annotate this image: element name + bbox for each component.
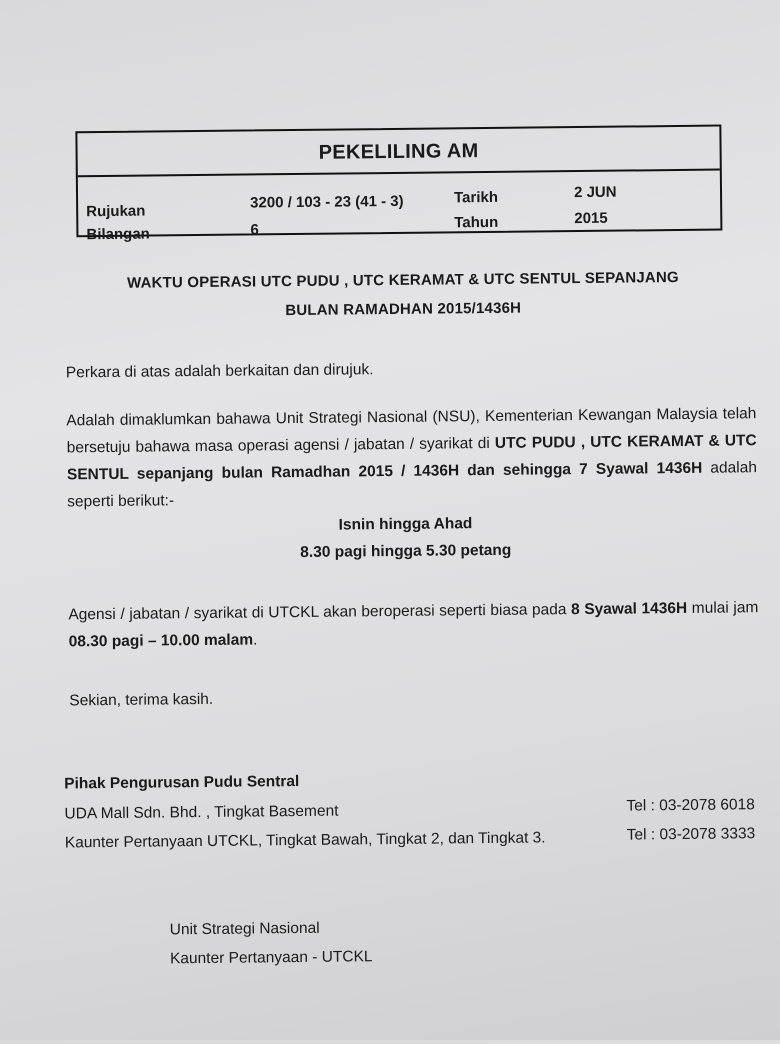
rujukan-value: 3200 / 103 - 23 (41 - 3)	[250, 192, 404, 212]
normal-operation-date: 8 Syawal 1436H	[570, 599, 688, 619]
normal-operation-text-e: .	[253, 631, 258, 649]
rujukan-label: Rujukan	[86, 202, 146, 221]
closing-text: Sekian, terima kasih.	[69, 690, 214, 710]
address-line-1: UDA Mall Sdn. Bhd. , Tingkat Basement	[64, 802, 339, 823]
normal-operation-paragraph	[68, 594, 759, 655]
subject-heading-line2: BULAN RAMADHAN 2015/1436H	[285, 299, 522, 320]
bilangan-label: Bilangan	[86, 225, 150, 244]
operating-days: Isnin hingga Ahad	[338, 515, 473, 534]
normal-operation-text-a: Agensi / jabatan / syarikat di UTCKL akan beroperasi seperti biasa pada	[68, 601, 572, 624]
main-paragraph-text-a: Adalah dimaklumkan bahawa Unit Strategi Nasional (NSU), Kementerian Kewangan Malaysia telah bersetuju bahawa masa operasi agensi / jabatan / syarikat di	[66, 405, 757, 457]
intro-paragraph: Perkara di atas adalah berkaitan dan dirujuk.	[65, 361, 374, 382]
normal-operation-text-c: mulai jam	[687, 599, 759, 617]
circular-header-box	[75, 125, 722, 244]
tahun-label: Tahun	[454, 213, 499, 232]
operating-hours: 8.30 pagi hingga 5.30 petang	[300, 541, 512, 561]
tarikh-label: Tarikh	[453, 188, 499, 207]
management-name: Pihak Pengurusan Pudu Sentral	[64, 772, 300, 793]
telephone-2: Tel : 03-2078 3333	[626, 825, 756, 844]
main-paragraph-emphasis: UTC PUDU , UTC KERAMAT & UTC SENTUL sepanjang bulan Ramadhan 2015 / 1436H dan sehingga 7 Syawal 1436H	[66, 432, 757, 484]
tahun-value: 2015	[574, 209, 608, 228]
address-line-2: Kaunter Pertanyaan UTCKL, Tingkat Bawah, Tingkat 2, dan Tingkat 3.	[64, 829, 546, 852]
footer-unit-name: Unit Strategi Nasional	[169, 919, 320, 939]
subject-heading-line1: WAKTU OPERASI UTC PUDU , UTC KERAMAT & UTC SENTUL SEPANJANG	[126, 268, 679, 292]
telephone-1: Tel : 03-2078 6018	[626, 796, 755, 815]
circular-title: PEKELILING AM	[77, 127, 719, 178]
main-paragraph-text-c: adalah seperti berikut:-	[67, 459, 758, 511]
tarikh-value: 2 JUN	[573, 183, 617, 202]
bilangan-value: 6	[250, 221, 259, 239]
normal-operation-hours: 08.30 pagi – 10.00 malam	[68, 631, 254, 651]
main-paragraph	[66, 400, 757, 515]
footer-counter-name: Kaunter Pertanyaan - UTCKL	[169, 948, 373, 968]
